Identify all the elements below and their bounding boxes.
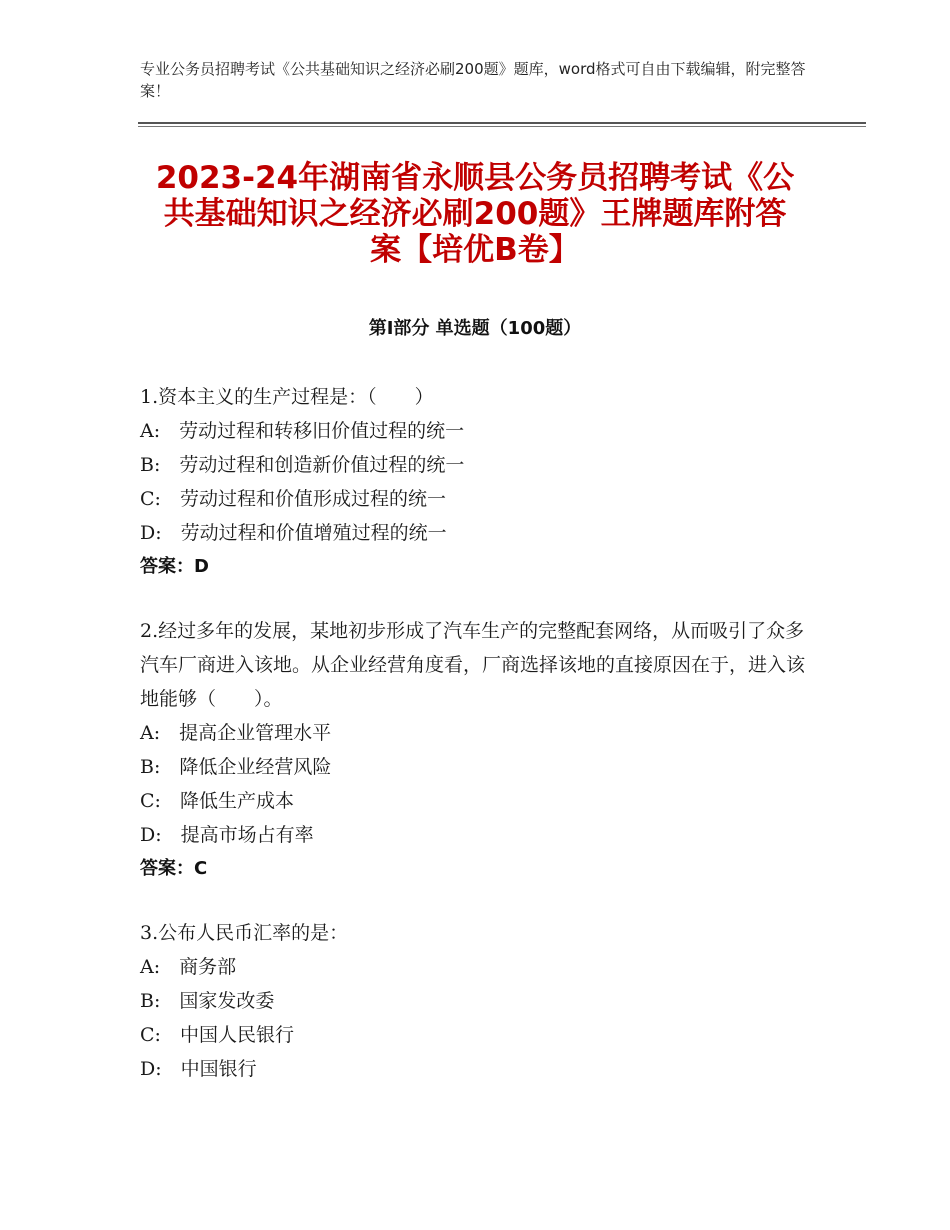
option-d: D: 提高市场占有率 [140, 824, 314, 846]
option-b: B: 降低企业经营风险 [140, 756, 332, 778]
document-title: 2023-24年湖南省永顺县公务员招聘考试《公共基础知识之经济必刷200题》王牌题库附答案【培优B卷】 [155, 160, 795, 268]
header-note: 专业公务员招聘考试《公共基础知识之经济必刷200题》题库，word格式可自由下载编辑，附完整答案！ [140, 60, 806, 100]
option-c: C: 劳动过程和价值形成过程的统一 [140, 488, 446, 510]
option-c: C: 降低生产成本 [140, 790, 294, 812]
part-heading: 第Ⅰ部分 单选题（100题） [368, 318, 582, 339]
option-b: B: 国家发改委 [140, 990, 275, 1012]
option-a: A: 劳动过程和转移旧价值过程的统一 [140, 420, 465, 442]
option-b: B: 劳动过程和创造新价值过程的统一 [140, 454, 465, 476]
option-d: D: 中国银行 [140, 1058, 257, 1080]
option-a: A: 商务部 [140, 956, 237, 978]
option-c: C: 中国人民银行 [140, 1024, 294, 1046]
answer-label: 答案：C [140, 858, 208, 879]
question-list [140, 380, 820, 1116]
question-stem: 2.经过多年的发展，某地初步形成了汽车生产的完整配套网络，从而吸引了众多汽车厂商进入该地。从企业经营角度看，厂商选择该地的直接原因在于，进入该地能够（ ）。 [140, 620, 806, 710]
answer-label: 答案：D [140, 556, 209, 577]
question-stem: 3.公布人民币汇率的是： [140, 922, 349, 944]
header-divider-thin [138, 126, 866, 127]
question-2 [140, 614, 820, 886]
option-d: D: 劳动过程和价值增殖过程的统一 [140, 522, 447, 544]
question-1 [140, 380, 820, 584]
header-divider [138, 122, 866, 124]
question-stem: 1.资本主义的生产过程是：（ ） [140, 386, 434, 408]
option-a: A: 提高企业管理水平 [140, 722, 332, 744]
question-3 [140, 916, 820, 1086]
